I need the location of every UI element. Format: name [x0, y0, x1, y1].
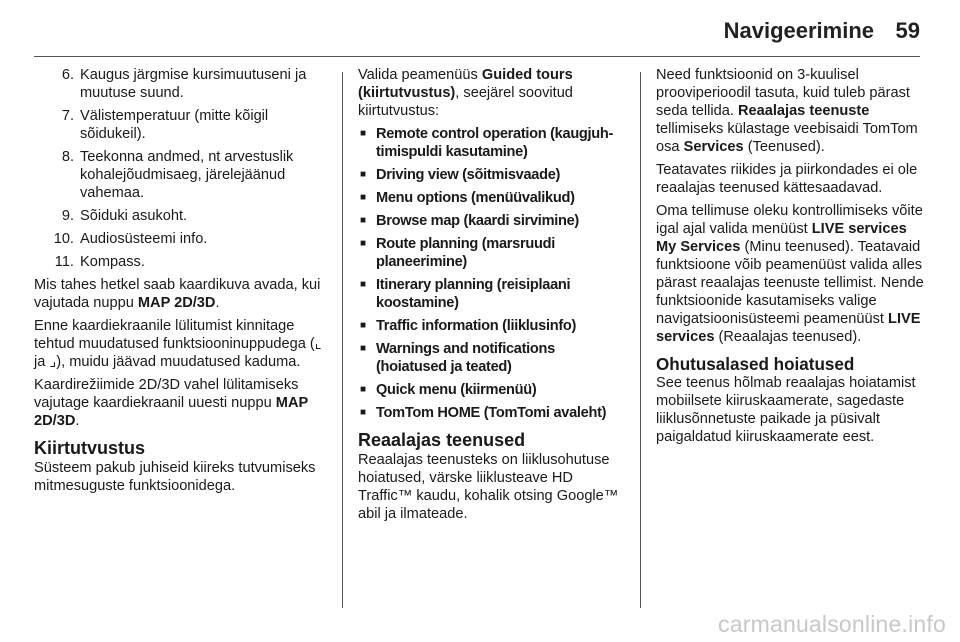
bullet-icon: ■ [360, 343, 366, 354]
list-item: 10. Audiosüsteemi info. [53, 231, 208, 247]
page-number: 59 [895, 18, 920, 43]
header-divider [34, 56, 920, 57]
list-item: ■ Browse map (kaardi sirvimine) [360, 213, 579, 229]
bullet-icon: ■ [360, 238, 366, 249]
list-item: ■ TomTom HOME (TomTomi avaleht) [360, 405, 607, 421]
paragraph: See teenus hõlmab reaalajas hoiatamist mobiilsete kiiruskaamerate, sagedaste liiklusõnnetuste paikade ja püsivalt paigaldatud kiiruskaamerate eest. [656, 375, 916, 445]
menu-reference: Guided tours (kiirtutvustus) [358, 67, 573, 101]
section-title: Navigeerimine [723, 18, 874, 43]
list-item: ■ Route planning (marsruudi planeerimine) [360, 236, 555, 270]
paragraph: Süsteem pakub juhiseid kiireks tutvumiseks mitmesuguste funktsioonidega. [34, 460, 316, 494]
list-item: ■ Itinerary planning (reisiplaani koostamine) [360, 277, 571, 311]
bullet-list [358, 125, 628, 422]
bullet-icon: ■ [360, 169, 366, 180]
list-item: 7. Välistemperatuur (mitte kõigil sõidukeil). [61, 108, 269, 142]
column-1 [34, 66, 330, 500]
list-item: ■ Menu options (menüüvalikud) [360, 190, 575, 206]
list-item: ■ Quick menu (kiirmenüü) [360, 382, 537, 398]
list-item: 11. Kompass. [54, 254, 145, 270]
list-item: ■ Warnings and notifications (hoiatused ja teated) [360, 341, 555, 375]
column-divider-2 [640, 72, 641, 608]
bullet-icon: ■ [360, 320, 366, 331]
paragraph: Valida peamenüüs Guided tours (kiirtutvustus), seejärel soovitud kiirtutvustus: [358, 67, 573, 119]
list-item: ■ Traffic information (liiklusinfo) [360, 318, 577, 334]
paragraph: Kaardirežiimide 2D/3D vahel lülitamiseks vajutage kaardiekraanil uuesti nuppu MAP 2D/3D. [34, 377, 308, 429]
subsection-heading: Ohutusalased hoiatused [656, 355, 855, 374]
list-item: ■ Remote control operation (kaugjuh-timispuldi kasutamine) [360, 126, 614, 160]
bullet-icon: ■ [360, 279, 366, 290]
paragraph: Enne kaardiekraanile lülitumist kinnitage tehtud muudatused funktsiooninuppudega (⌞ ja ⌟), muidu jäävad muudatused kaduma. [34, 318, 322, 370]
button-reference: MAP 2D/3D [34, 395, 308, 429]
bullet-icon: ■ [360, 128, 366, 139]
list-item: ■ Driving view (sõitmisvaade) [360, 167, 561, 183]
bullet-icon: ■ [360, 407, 366, 418]
column-3 [656, 66, 928, 451]
paragraph: Oma tellimuse oleku kontrollimiseks võite igal ajal valida menüüst LIVE services My Services (Minu teenused). Teatavaid funktsioone võib peamenüüst valida alles pärast reaalajas teenuste tellimist. Nende funktsioonide kasutamiseks valige navigatsioonisüsteemi peamenüüst LIVE services (Reaalajas teenused). [656, 203, 924, 345]
list-item: 9. Sõiduki asukoht. [61, 208, 188, 224]
column-divider-1 [342, 72, 343, 608]
paragraph: Teatavates riikides ja piirkondades ei ole reaalajas teenused kättesaadavad. [656, 162, 918, 196]
column-2 [358, 66, 628, 528]
list-item: 6. Kaugus järgmise kursimuutuseni ja muutuse suund. [61, 67, 307, 101]
bullet-icon: ■ [360, 215, 366, 226]
paragraph: Reaalajas teenusteks on liiklusohutuse hoiatused, värske liiklusteave HD Traffic™ kaudu, kohalik otsing Google™ abil ja ilmateade. [358, 452, 619, 522]
section-heading: Kiirtutvustus [34, 438, 146, 458]
page-header [0, 0, 960, 58]
numbered-list [34, 66, 330, 271]
paragraph: Need funktsioonid on 3-kuulisel prooviperioodil tasuta, kuid tuleb pärast seda tellida. Reaalajas teenuste tellimiseks külastage veebisaidi TomTom osa Services (Teenused). [656, 67, 918, 155]
bullet-icon: ■ [360, 192, 366, 203]
bullet-icon: ■ [360, 384, 366, 395]
section-heading: Reaalajas teenused [358, 430, 526, 450]
paragraph: Mis tahes hetkel saab kaardikuva avada, kui vajutada nuppu MAP 2D/3D. [34, 277, 321, 311]
button-reference: MAP 2D/3D [137, 295, 216, 311]
list-item: 8. Teekonna andmed, nt arvestuslik kohalejõudmisaeg, järelejäänud vahemaa. [61, 149, 294, 201]
watermark: carmanualsonline.info [718, 611, 946, 637]
